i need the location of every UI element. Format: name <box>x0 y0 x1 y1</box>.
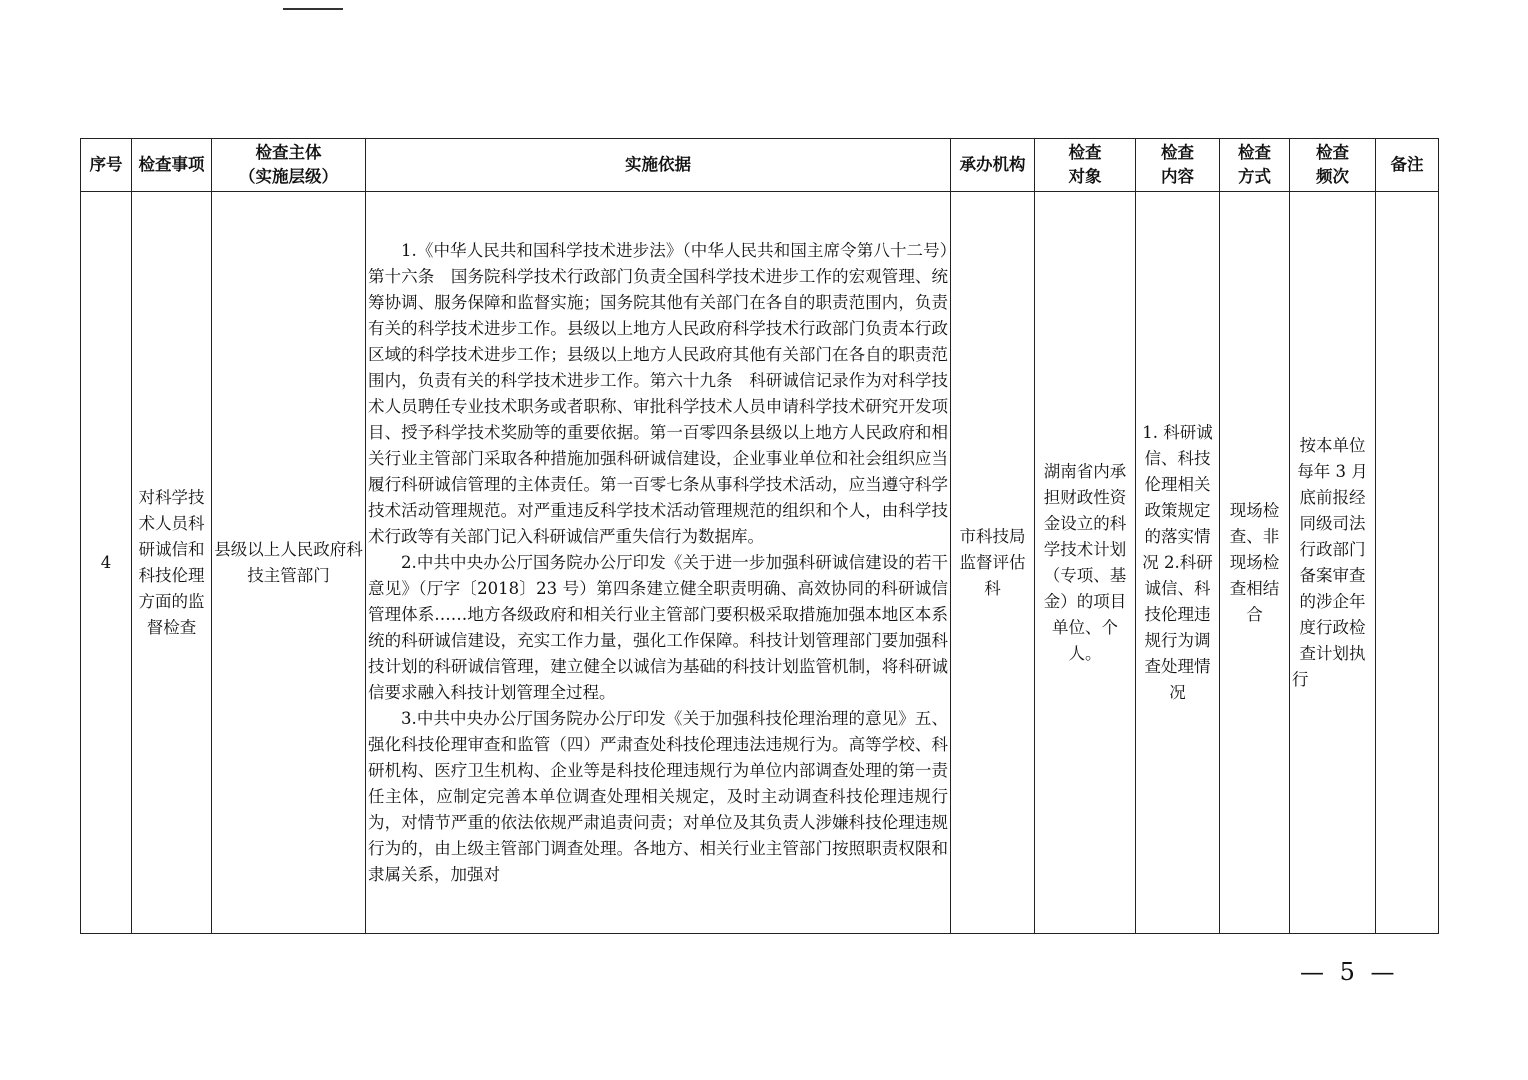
header-content <box>1136 139 1220 192</box>
page-number: — 5 — <box>1300 958 1399 986</box>
cell-method: 现场检查、非现场检查相结合 <box>1220 192 1290 934</box>
cell-content: 1. 科研诚信、科技伦理相关政策规定的落实情况 2.科研诚信、科技伦理违规行为调查处理情况 <box>1136 192 1220 934</box>
basis-paragraph-1: 1.《中华人民共和国科学技术进步法》（中华人民共和国主席令第八十二号）第十六条 国务院科学技术行政部门负责全国科学技术进步工作的宏观管理、统筹协调、服务保障和监督实施；国务院其他有关部门在各自的职责范围内，负责有关的科学技术进步工作。县级以上地方人民政府科学技术行政部门负责本行政区域的科学技术进步工作；县级以上地方人民政府其他有关部门在各自的职责范围内，负责有关的科学技术进步工作。第六十九条 科研诚信记录作为对科学技术人员聘任专业技术职务或者职称、审批科学技术人员申请科学技术研究开发项目、授予科学技术奖励等的重要依据。第一百零四条县级以上地方人民政府和相关行业主管部门采取各种措施加强科研诚信建设，企业事业单位和社会组织应当履行科研诚信管理的主体责任。第一百零七条从事科学技术活动，应当遵守科学技术活动管理规范。对严重违反科学技术活动管理规范的组织和个人，由科学技术行政等有关部门记入科研诚信严重失信行为数据库。 <box>368 240 948 546</box>
inspection-table <box>80 138 1439 934</box>
cell-object: 湖南省内承担财政性资金设立的科学技术计划（专项、基金）的项目单位、个人。 <box>1035 192 1136 934</box>
header-method <box>1220 139 1290 192</box>
cell-subject: 县级以上人民政府科技主管部门 <box>212 192 366 934</box>
header-method-line1: 检查 <box>1238 143 1271 162</box>
header-frequency-line1: 检查 <box>1316 143 1349 162</box>
top-dash-mark <box>283 8 343 10</box>
header-object-line2: 对象 <box>1068 167 1102 186</box>
basis-paragraph-3: 3.中共中央办公厅国务院办公厅印发《关于加强科技伦理治理的意见》五、强化科技伦理审查和监管（四）严肃查处科技伦理违法违规行为。高等学校、科研机构、医疗卫生机构、企业等是科技伦理违规行为单位内部调查处理的第一责任主体，应制定完善本单位调查处理相关规定，及时主动调查科技伦理违规行为，对情节严重的依法依规严肃追责问责；对单位及其负责人涉嫌科技伦理违规行为的，由上级主管部门调查处理。各地方、相关行业主管部门按照职责权限和隶属关系，加强对 <box>368 708 948 884</box>
header-content-line2: 内容 <box>1161 167 1194 186</box>
header-content-line1: 检查 <box>1161 143 1194 162</box>
header-note: 备注 <box>1376 139 1439 192</box>
header-item: 检查事项 <box>132 139 212 192</box>
basis-paragraph-2: 2.中共中央办公厅国务院办公厅印发《关于进一步加强科研诚信建设的若干意见》（厅字〔2018〕23 号）第四条建立健全职责明确、高效协同的科研诚信管理体系……地方各级政府和相关行业主管部门要积极采取措施加强本地区本系统的科研诚信建设，充实工作力量，强化工作保障。科技计划管理部门要加强科技计划的科研诚信管理，建立健全以诚信为基础的科技计划监管机制，将科研诚信要求融入科技计划管理全过程。 <box>368 552 948 702</box>
table-row <box>81 192 1439 934</box>
cell-item: 对科学技术人员科研诚信和科技伦理方面的监督检查 <box>132 192 212 934</box>
header-object-line1: 检查 <box>1068 143 1102 162</box>
header-no: 序号 <box>81 139 132 192</box>
cell-note <box>1376 192 1439 934</box>
header-method-line2: 方式 <box>1238 167 1271 186</box>
header-frequency-line2: 频次 <box>1316 167 1349 186</box>
cell-no: 4 <box>81 192 132 934</box>
header-basis: 实施依据 <box>366 139 951 192</box>
header-frequency <box>1290 139 1376 192</box>
cell-basis <box>366 192 951 934</box>
cell-frequency: 按本单位每年 3 月底前报经同级司法行政部门备案审查的涉企年度行政检查计划执行 <box>1290 192 1376 934</box>
header-subject-line2: （实施层级） <box>239 167 338 186</box>
header-undertaker: 承办机构 <box>951 139 1035 192</box>
header-subject <box>212 139 366 192</box>
header-subject-line1: 检查主体 <box>255 143 322 162</box>
cell-undertaker: 市科技局监督评估科 <box>951 192 1035 934</box>
header-row <box>81 139 1439 192</box>
header-object <box>1035 139 1136 192</box>
